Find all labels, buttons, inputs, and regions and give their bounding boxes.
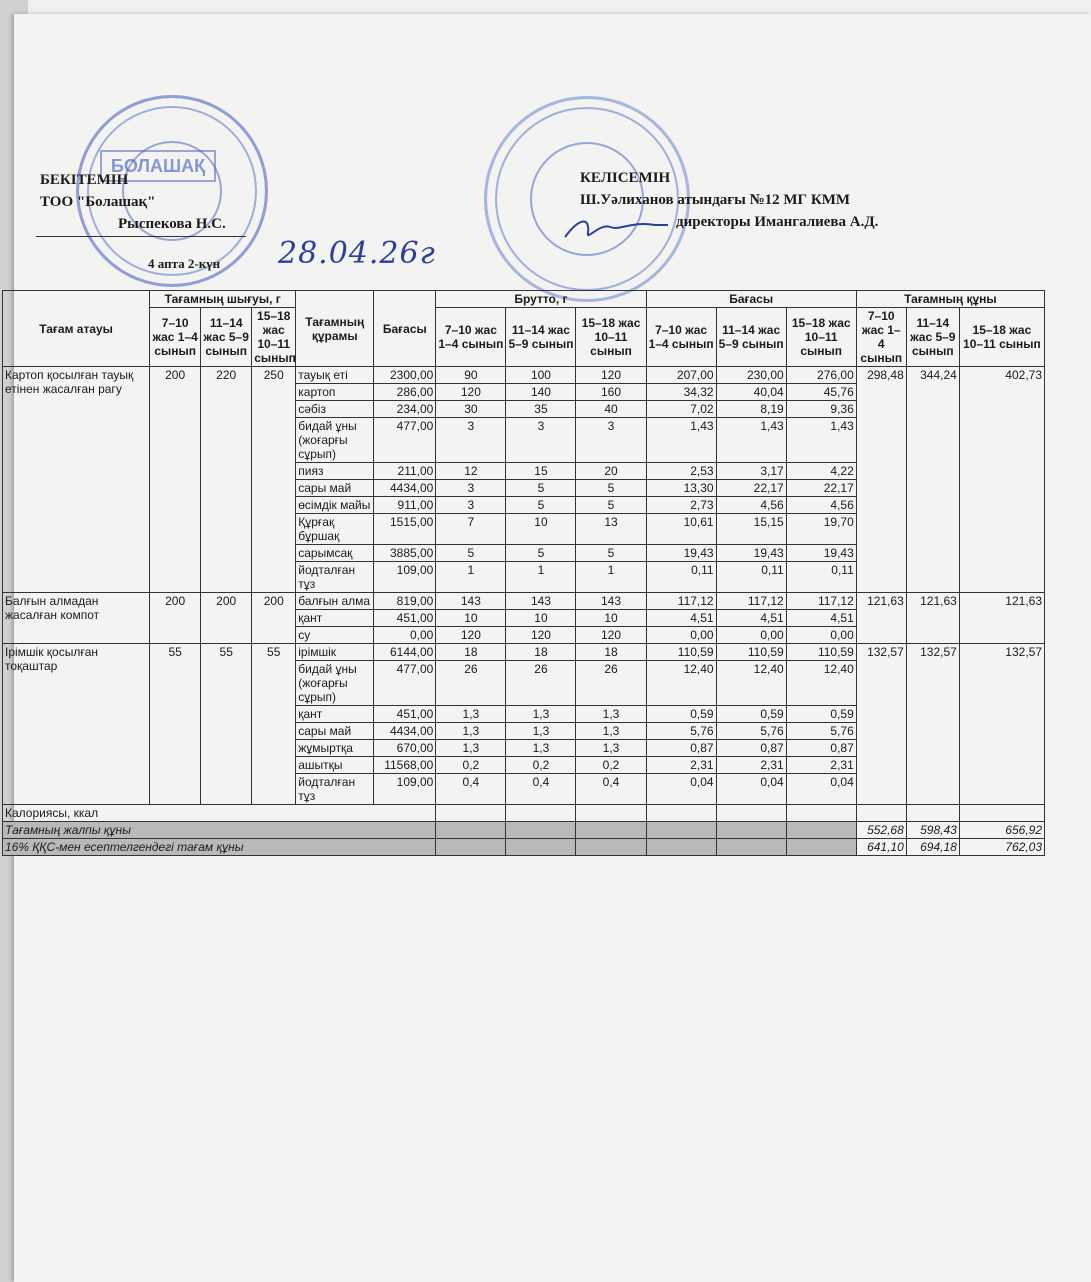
shaded-cell bbox=[716, 822, 786, 839]
cost-value: 19,43 bbox=[786, 545, 856, 562]
brutto-value: 1 bbox=[506, 562, 576, 593]
ingredient-price: 477,00 bbox=[374, 418, 436, 463]
vat-row-value: 641,10 bbox=[856, 839, 906, 856]
ingredient-price: 0,00 bbox=[374, 627, 436, 644]
table-body bbox=[3, 367, 1045, 856]
cost-value: 12,40 bbox=[786, 661, 856, 706]
vat-row-value: 762,03 bbox=[959, 839, 1044, 856]
ingredient-price: 451,00 bbox=[374, 706, 436, 723]
empty-cell bbox=[959, 805, 1044, 822]
cost-value: 12,40 bbox=[646, 661, 716, 706]
brutto-value: 1,3 bbox=[576, 723, 646, 740]
ingredient-name: сары май bbox=[296, 723, 374, 740]
ingredient-price: 4434,00 bbox=[374, 480, 436, 497]
brutto-value: 5 bbox=[506, 480, 576, 497]
dish-name: Ірімшік қосылған тоқаштар bbox=[3, 644, 150, 805]
shaded-cell bbox=[786, 822, 856, 839]
brutto-value: 143 bbox=[576, 593, 646, 610]
shaded-cell bbox=[646, 839, 716, 856]
cost-value: 12,40 bbox=[716, 661, 786, 706]
brutto-value: 1,3 bbox=[576, 740, 646, 757]
cost-value: 0,87 bbox=[786, 740, 856, 757]
brutto-value: 3 bbox=[436, 497, 506, 514]
ingredient-price: 11568,00 bbox=[374, 757, 436, 774]
dish-total-cost: 132,57 bbox=[906, 644, 959, 805]
cost-value: 1,43 bbox=[716, 418, 786, 463]
cost-value: 0,11 bbox=[646, 562, 716, 593]
cost-value: 15,15 bbox=[716, 514, 786, 545]
ingredient-price: 234,00 bbox=[374, 401, 436, 418]
brutto-value: 1 bbox=[436, 562, 506, 593]
agree-person: директоры Имангалиева А.Д. bbox=[676, 214, 879, 230]
shaded-cell bbox=[436, 839, 506, 856]
ingredient-name: балғын алма bbox=[296, 593, 374, 610]
brutto-value: 0,4 bbox=[436, 774, 506, 805]
vat-row-value: 694,18 bbox=[906, 839, 959, 856]
ingredient-name: бидай ұны (жоғарғы сұрып) bbox=[296, 418, 374, 463]
dish-output: 200 bbox=[252, 593, 296, 644]
col-age-group: 11–14 жас 5–9 сынып bbox=[716, 308, 786, 367]
ingredient-name: Құрғақ бұршақ bbox=[296, 514, 374, 545]
cost-value: 4,56 bbox=[716, 497, 786, 514]
col-brutto: Брутто, г bbox=[436, 291, 646, 308]
cost-value: 34,32 bbox=[646, 384, 716, 401]
brutto-value: 5 bbox=[576, 545, 646, 562]
total-row-value: 598,43 bbox=[906, 822, 959, 839]
brutto-value: 0,2 bbox=[576, 757, 646, 774]
dish-output: 55 bbox=[150, 644, 201, 805]
cost-value: 1,43 bbox=[786, 418, 856, 463]
cost-value: 117,12 bbox=[786, 593, 856, 610]
cost-value: 2,31 bbox=[646, 757, 716, 774]
shaded-cell bbox=[506, 839, 576, 856]
brutto-value: 10 bbox=[436, 610, 506, 627]
empty-cell bbox=[786, 805, 856, 822]
ingredient-name: қант bbox=[296, 610, 374, 627]
dish-output: 250 bbox=[252, 367, 296, 593]
total-row-value: 552,68 bbox=[856, 822, 906, 839]
cost-value: 9,36 bbox=[786, 401, 856, 418]
col-composition: Тағамның құрамы bbox=[296, 291, 374, 367]
shaded-cell bbox=[786, 839, 856, 856]
ingredient-name: өсімдік майы bbox=[296, 497, 374, 514]
brutto-value: 1,3 bbox=[436, 740, 506, 757]
dish-total-cost: 132,57 bbox=[959, 644, 1044, 805]
dish-total-cost: 402,73 bbox=[959, 367, 1044, 593]
ingredient-price: 211,00 bbox=[374, 463, 436, 480]
col-price: Бағасы bbox=[374, 291, 436, 367]
cost-value: 0,04 bbox=[646, 774, 716, 805]
total-row-label: Тағамның жалпы құны bbox=[3, 822, 436, 839]
brutto-value: 40 bbox=[576, 401, 646, 418]
col-age-group: 15–18 жас 10–11 сынып bbox=[786, 308, 856, 367]
col-age-group: 11–14 жас 5–9 сынып bbox=[201, 308, 252, 367]
brutto-value: 5 bbox=[576, 480, 646, 497]
brutto-value: 12 bbox=[436, 463, 506, 480]
brutto-value: 20 bbox=[576, 463, 646, 480]
brutto-value: 90 bbox=[436, 367, 506, 384]
col-age-group: 11–14 жас 5–9 сынып bbox=[906, 308, 959, 367]
brutto-value: 143 bbox=[436, 593, 506, 610]
brutto-value: 18 bbox=[436, 644, 506, 661]
brutto-value: 5 bbox=[506, 497, 576, 514]
ingredient-name: картоп bbox=[296, 384, 374, 401]
ingredient-price: 4434,00 bbox=[374, 723, 436, 740]
cost-value: 117,12 bbox=[646, 593, 716, 610]
cost-value: 7,02 bbox=[646, 401, 716, 418]
brutto-value: 5 bbox=[506, 545, 576, 562]
vat-row bbox=[3, 839, 1045, 856]
cost-value: 110,59 bbox=[646, 644, 716, 661]
table-row bbox=[3, 593, 1045, 610]
ingredient-name: йодталған тұз bbox=[296, 562, 374, 593]
cost-value: 276,00 bbox=[786, 367, 856, 384]
col-output: Тағамның шығуы, г bbox=[150, 291, 296, 308]
shaded-cell bbox=[436, 822, 506, 839]
cost-value: 0,59 bbox=[716, 706, 786, 723]
cost-value: 19,43 bbox=[646, 545, 716, 562]
brutto-value: 13 bbox=[576, 514, 646, 545]
brutto-value: 1,3 bbox=[436, 723, 506, 740]
cost-value: 2,31 bbox=[786, 757, 856, 774]
shaded-cell bbox=[576, 822, 646, 839]
dish-output: 55 bbox=[252, 644, 296, 805]
brutto-value: 120 bbox=[576, 367, 646, 384]
cost-value: 0,00 bbox=[716, 627, 786, 644]
col-age-group: 15–18 жас 10–11 сынып bbox=[252, 308, 296, 367]
cost-value: 1,43 bbox=[646, 418, 716, 463]
stamp-logo: БОЛАШАҚ bbox=[100, 150, 216, 182]
ingredient-name: сарымсақ bbox=[296, 545, 374, 562]
brutto-value: 160 bbox=[576, 384, 646, 401]
total-row-value: 656,92 bbox=[959, 822, 1044, 839]
table-row bbox=[3, 644, 1045, 661]
empty-cell bbox=[716, 805, 786, 822]
brutto-value: 120 bbox=[576, 627, 646, 644]
brutto-value: 3 bbox=[436, 480, 506, 497]
brutto-value: 1,3 bbox=[436, 706, 506, 723]
dish-total-cost: 121,63 bbox=[856, 593, 906, 644]
col-age-group: 11–14 жас 5–9 сынып bbox=[506, 308, 576, 367]
cost-value: 8,19 bbox=[716, 401, 786, 418]
ingredient-name: бидай ұны (жоғарғы сұрып) bbox=[296, 661, 374, 706]
cost-value: 0,59 bbox=[646, 706, 716, 723]
ingredient-price: 477,00 bbox=[374, 661, 436, 706]
ingredient-price: 286,00 bbox=[374, 384, 436, 401]
brutto-value: 26 bbox=[506, 661, 576, 706]
ingredient-name: йодталған тұз bbox=[296, 774, 374, 805]
brutto-value: 26 bbox=[576, 661, 646, 706]
ingredient-name: ірімшік bbox=[296, 644, 374, 661]
ingredient-price: 670,00 bbox=[374, 740, 436, 757]
handwritten-signature bbox=[560, 213, 670, 243]
brutto-value: 1 bbox=[576, 562, 646, 593]
cost-value: 0,87 bbox=[646, 740, 716, 757]
approve-title: БЕКІТЕМІН bbox=[40, 172, 129, 188]
total-row bbox=[3, 822, 1045, 839]
brutto-value: 1,3 bbox=[506, 740, 576, 757]
col-dish: Тағам атауы bbox=[3, 291, 150, 367]
brutto-value: 10 bbox=[576, 610, 646, 627]
brutto-value: 143 bbox=[506, 593, 576, 610]
brutto-value: 10 bbox=[506, 610, 576, 627]
cost-value: 2,31 bbox=[716, 757, 786, 774]
ingredient-name: сары май bbox=[296, 480, 374, 497]
cost-value: 13,30 bbox=[646, 480, 716, 497]
ingredient-price: 2300,00 bbox=[374, 367, 436, 384]
ingredient-price: 3885,00 bbox=[374, 545, 436, 562]
brutto-value: 3 bbox=[576, 418, 646, 463]
brutto-value: 100 bbox=[506, 367, 576, 384]
menu-cost-table bbox=[2, 290, 1045, 856]
brutto-value: 18 bbox=[576, 644, 646, 661]
dish-total-cost: 121,63 bbox=[959, 593, 1044, 644]
cost-value: 0,04 bbox=[786, 774, 856, 805]
dish-output: 200 bbox=[150, 593, 201, 644]
cost-value: 4,51 bbox=[786, 610, 856, 627]
cost-value: 40,04 bbox=[716, 384, 786, 401]
calories-label: Калориясы, ккал bbox=[3, 805, 436, 822]
shaded-cell bbox=[576, 839, 646, 856]
ingredient-name: тауық еті bbox=[296, 367, 374, 384]
brutto-value: 120 bbox=[436, 627, 506, 644]
shaded-cell bbox=[716, 839, 786, 856]
ingredient-price: 1515,00 bbox=[374, 514, 436, 545]
approve-person: Рыспекова Н.С. bbox=[118, 216, 226, 232]
cost-value: 0,11 bbox=[716, 562, 786, 593]
brutto-value: 5 bbox=[436, 545, 506, 562]
ingredient-name: жұмыртқа bbox=[296, 740, 374, 757]
empty-cell bbox=[906, 805, 959, 822]
cost-value: 0,87 bbox=[716, 740, 786, 757]
brutto-value: 30 bbox=[436, 401, 506, 418]
calories-row bbox=[3, 805, 1045, 822]
ingredient-price: 109,00 bbox=[374, 774, 436, 805]
empty-cell bbox=[646, 805, 716, 822]
approve-week: 4 апта 2-күн bbox=[148, 256, 221, 271]
ingredient-price: 911,00 bbox=[374, 497, 436, 514]
dish-total-cost: 132,57 bbox=[856, 644, 906, 805]
brutto-value: 3 bbox=[506, 418, 576, 463]
ingredient-price: 819,00 bbox=[374, 593, 436, 610]
brutto-value: 7 bbox=[436, 514, 506, 545]
agree-title: КЕЛІСЕМІН bbox=[580, 170, 671, 186]
brutto-value: 0,4 bbox=[506, 774, 576, 805]
cost-value: 5,76 bbox=[786, 723, 856, 740]
cost-value: 207,00 bbox=[646, 367, 716, 384]
brutto-value: 120 bbox=[436, 384, 506, 401]
brutto-value: 5 bbox=[576, 497, 646, 514]
empty-cell bbox=[576, 805, 646, 822]
signature-line bbox=[36, 236, 246, 237]
cost-value: 4,22 bbox=[786, 463, 856, 480]
dish-name: Балғын алмадан жасалған компот bbox=[3, 593, 150, 644]
ingredient-name: ашытқы bbox=[296, 757, 374, 774]
ingredient-price: 451,00 bbox=[374, 610, 436, 627]
dish-output: 220 bbox=[201, 367, 252, 593]
cost-value: 2,73 bbox=[646, 497, 716, 514]
cost-value: 4,51 bbox=[716, 610, 786, 627]
cost-value: 10,61 bbox=[646, 514, 716, 545]
brutto-value: 0,4 bbox=[576, 774, 646, 805]
shaded-cell bbox=[646, 822, 716, 839]
brutto-value: 0,2 bbox=[506, 757, 576, 774]
col-age-group: 7–10 жас 1–4 сынып bbox=[856, 308, 906, 367]
brutto-value: 26 bbox=[436, 661, 506, 706]
brutto-value: 0,2 bbox=[436, 757, 506, 774]
col-age-group: 15–18 жас 10–11 сынып bbox=[576, 308, 646, 367]
cost-value: 3,17 bbox=[716, 463, 786, 480]
cost-value: 2,53 bbox=[646, 463, 716, 480]
ingredient-name: қант bbox=[296, 706, 374, 723]
ingredient-name: су bbox=[296, 627, 374, 644]
col-age-group: 15–18 жас 10–11 сынып bbox=[959, 308, 1044, 367]
brutto-value: 15 bbox=[506, 463, 576, 480]
dish-total-cost: 121,63 bbox=[906, 593, 959, 644]
dish-output: 200 bbox=[150, 367, 201, 593]
shaded-cell bbox=[506, 822, 576, 839]
brutto-value: 1,3 bbox=[506, 723, 576, 740]
cost-value: 110,59 bbox=[786, 644, 856, 661]
col-dish-cost: Тағамның құны bbox=[856, 291, 1044, 308]
vat-row-label: 16% ҚҚС-мен есептелгендегі тағам құны bbox=[3, 839, 436, 856]
empty-cell bbox=[506, 805, 576, 822]
cost-value: 0,11 bbox=[786, 562, 856, 593]
dish-name: Картоп қосылған тауық етінен жасалған рагу bbox=[3, 367, 150, 593]
ingredient-name: сәбіз bbox=[296, 401, 374, 418]
cost-value: 19,70 bbox=[786, 514, 856, 545]
col-age-group: 7–10 жас 1–4 сынып bbox=[436, 308, 506, 367]
table-row bbox=[3, 367, 1045, 384]
dish-total-cost: 344,24 bbox=[906, 367, 959, 593]
approve-org: ТОО "Болашақ" bbox=[40, 194, 156, 210]
brutto-value: 10 bbox=[506, 514, 576, 545]
cost-value: 230,00 bbox=[716, 367, 786, 384]
agree-org: Ш.Уәлиханов атындағы №12 МГ КММ bbox=[580, 192, 851, 208]
col-age-group: 7–10 жас 1–4 сынып bbox=[646, 308, 716, 367]
dish-output: 200 bbox=[201, 593, 252, 644]
cost-value: 19,43 bbox=[716, 545, 786, 562]
cost-value: 4,51 bbox=[646, 610, 716, 627]
cost-value: 0,04 bbox=[716, 774, 786, 805]
handwritten-date: 28.04.26г bbox=[278, 236, 436, 271]
empty-cell bbox=[856, 805, 906, 822]
cost-value: 0,00 bbox=[786, 627, 856, 644]
cost-value: 5,76 bbox=[716, 723, 786, 740]
cost-value: 0,59 bbox=[786, 706, 856, 723]
brutto-value: 35 bbox=[506, 401, 576, 418]
brutto-value: 1,3 bbox=[506, 706, 576, 723]
brutto-value: 1,3 bbox=[576, 706, 646, 723]
brutto-value: 3 bbox=[436, 418, 506, 463]
cost-value: 45,76 bbox=[786, 384, 856, 401]
cost-value: 22,17 bbox=[786, 480, 856, 497]
brutto-value: 18 bbox=[506, 644, 576, 661]
cost-value: 0,00 bbox=[646, 627, 716, 644]
cost-value: 110,59 bbox=[716, 644, 786, 661]
cost-value: 4,56 bbox=[786, 497, 856, 514]
dish-total-cost: 298,48 bbox=[856, 367, 906, 593]
cost-value: 5,76 bbox=[646, 723, 716, 740]
ingredient-name: пияз bbox=[296, 463, 374, 480]
col-cost: Бағасы bbox=[646, 291, 856, 308]
ingredient-price: 109,00 bbox=[374, 562, 436, 593]
empty-cell bbox=[436, 805, 506, 822]
cost-value: 117,12 bbox=[716, 593, 786, 610]
cost-value: 22,17 bbox=[716, 480, 786, 497]
col-age-group: 7–10 жас 1–4 сынып bbox=[150, 308, 201, 367]
brutto-value: 120 bbox=[506, 627, 576, 644]
dish-output: 55 bbox=[201, 644, 252, 805]
ingredient-price: 6144,00 bbox=[374, 644, 436, 661]
brutto-value: 140 bbox=[506, 384, 576, 401]
